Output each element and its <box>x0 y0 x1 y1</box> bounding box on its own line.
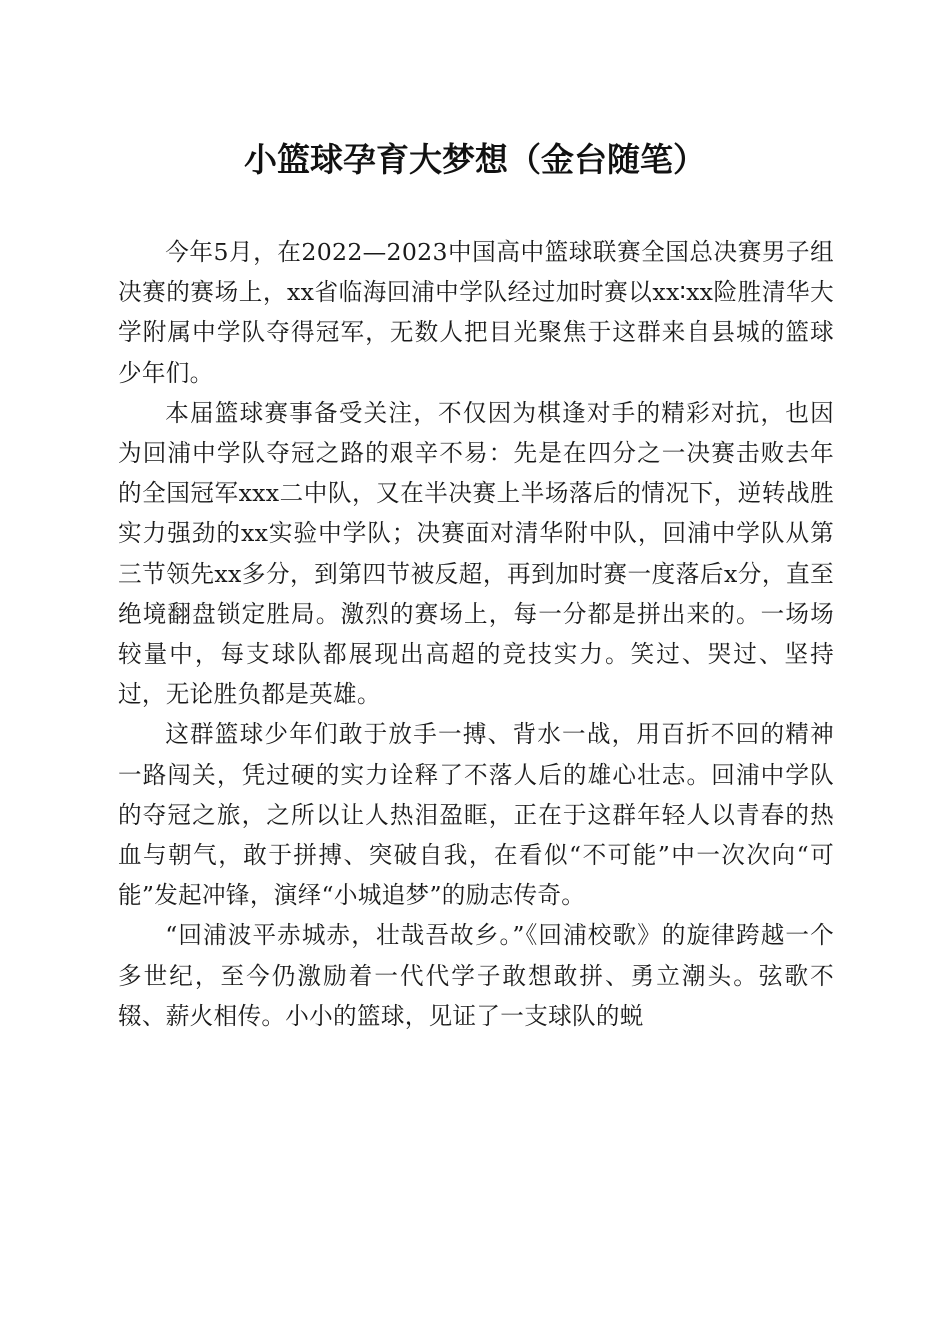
document-body <box>118 232 834 1036</box>
paragraph-3: 这群篮球少年们敢于放手一搏、背水一战，用百折不回的精神一路闯关，凭过硬的实力诠释了不落人后的雄心壮志。回浦中学队的夺冠之旅，之所以让人热泪盈眶，正在于这群年轻人以青春的热血与朝气，敢于拼搏、突破自我，在看似“不可能”中一次次向“可能”发起冲锋，演绎“小城追梦”的励志传奇。 <box>118 720 834 910</box>
paragraph-4: “回浦波平赤城赤，壮哉吾故乡。”《回浦校歌》的旋律跨越一个多世纪，至今仍激励着一代代学子敢想敢拼、勇立潮头。弦歌不辍、薪火相传。小小的篮球，见证了一支球队的蜕 <box>118 921 834 1030</box>
paragraph-1: 今年5月，在2022—2023中国高中篮球联赛全国总决赛男子组决赛的赛场上，xx省临海回浦中学队经过加时赛以xx∶xx险胜清华大学附属中学队夺得冠军，无数人把目光聚焦于这群来自县城的篮球少年们。 <box>118 238 834 387</box>
paragraph-2: 本届篮球赛事备受关注，不仅因为棋逢对手的精彩对抗，也因为回浦中学队夺冠之路的艰辛不易：先是在四分之一决赛击败去年的全国冠军xxx二中队，又在半决赛上半场落后的情况下，逆转战胜实力强劲的xx实验中学队；决赛面对清华附中队，回浦中学队从第三节领先xx多分，到第四节被反超，再到加时赛一度落后x分，直至绝境翻盘锁定胜局。激烈的赛场上，每一分都是拼出来的。一场场较量中，每支球队都展现出高超的竞技实力。笑过、哭过、坚持过，无论胜负都是英雄。 <box>118 398 834 709</box>
document-title: 小篮球孕育大梦想（金台随笔） <box>244 140 706 179</box>
